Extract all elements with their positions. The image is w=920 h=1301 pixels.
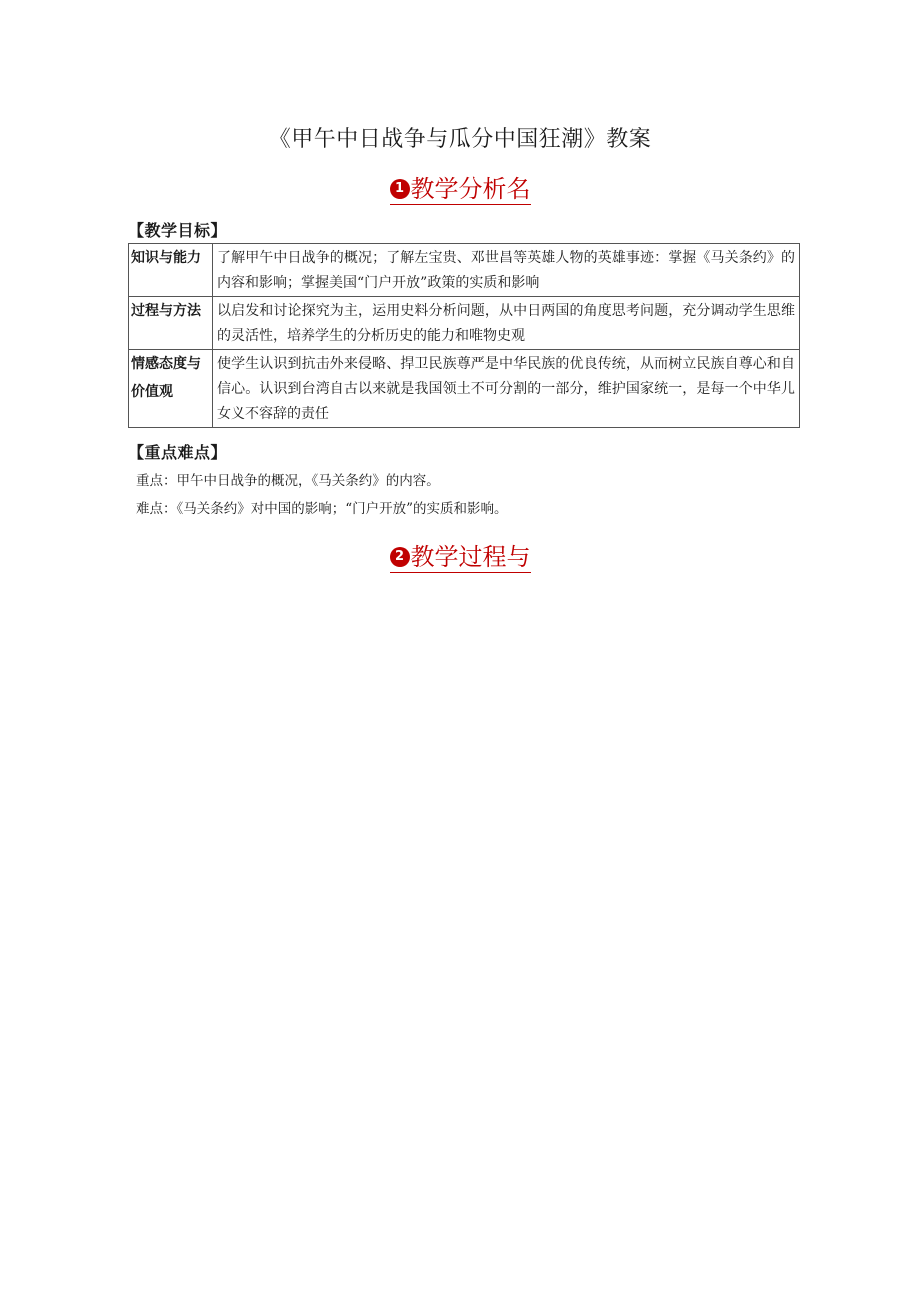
- document-title: 《甲午中日战争与瓜分中国狂潮》教案: [268, 127, 652, 152]
- row-content: 了解甲午中日战争的概况；了解左宝贵、邓世昌等英雄人物的英雄事迹：掌握《马关条约》的内容和影响；掌握美国“门户开放”政策的实质和影响: [213, 244, 800, 297]
- row-label: 情感态度与价值观: [129, 350, 213, 428]
- table-row: [129, 297, 800, 350]
- section-heading-analysis: [0, 170, 920, 205]
- row-label: 过程与方法: [129, 297, 213, 350]
- difficult-point-line: 难点：《马关条约》对中国的影响；“门户开放”的实质和影响。: [136, 501, 508, 517]
- table-row: [129, 244, 800, 297]
- section-heading-text: 教学分析名: [410, 175, 531, 203]
- key-point-line: 重点：甲午中日战争的概况，《马关条约》的内容。: [136, 473, 440, 489]
- row-content: 使学生认识到抗击外来侵略、捍卫民族尊严是中华民族的优良传统，从而树立民族自尊心和自信心。认识到台湾自古以来就是我国领土不可分割的一部分，维护国家统一，是每一个中华儿女义不容辞的责任: [213, 350, 800, 428]
- row-content: 以启发和讨论探究为主，运用史料分析问题，从中日两国的角度思考问题，充分调动学生思维的灵活性，培养学生的分析历史的能力和唯物史观: [213, 297, 800, 350]
- number-badge-icon: 1: [390, 179, 410, 199]
- section-heading-process: [0, 538, 920, 573]
- table-row: [129, 350, 800, 428]
- row-label: 知识与能力: [129, 244, 213, 297]
- teaching-goals-heading: 【教学目标】: [128, 221, 228, 240]
- teaching-goals-table: [128, 243, 800, 428]
- section-heading-text: 教学过程与: [410, 543, 531, 571]
- key-points-heading: 【重点难点】: [128, 443, 228, 462]
- number-badge-icon: 2: [390, 547, 410, 567]
